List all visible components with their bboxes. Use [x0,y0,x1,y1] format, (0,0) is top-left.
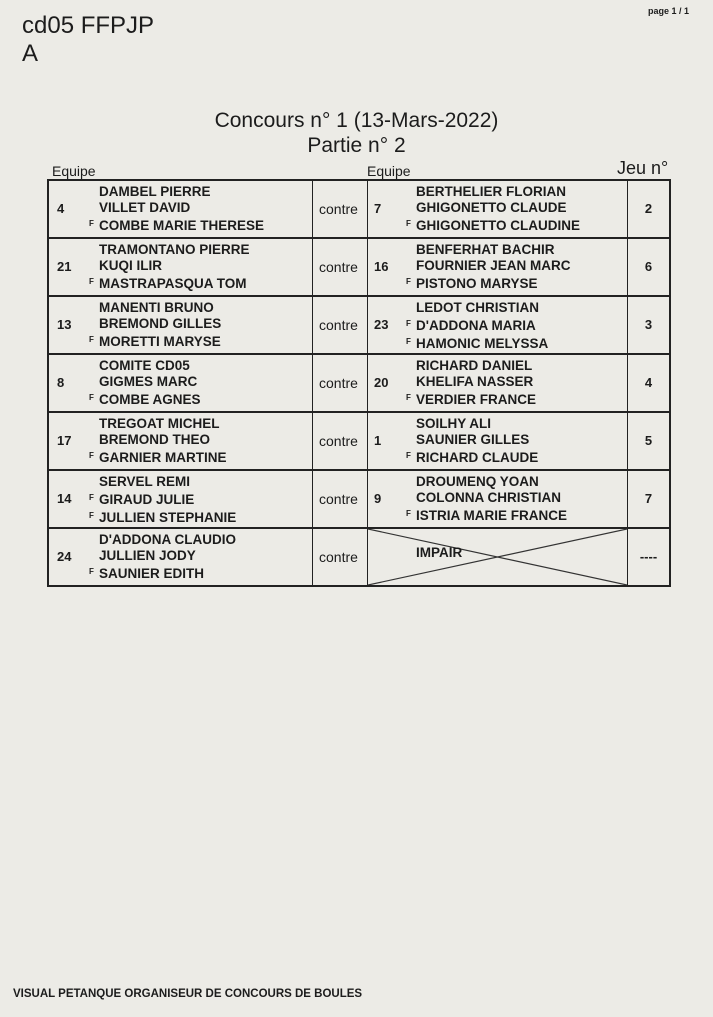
player-name: GIGMES MARC [99,374,198,389]
versus-label: contre [319,549,358,565]
player-entry [99,184,264,200]
team-number: 1 [374,433,382,448]
player-list [89,242,250,292]
game-number: 5 [644,433,653,448]
female-marker: F [406,319,411,328]
player-name: FOURNIER JEAN MARC [416,258,571,273]
player-entry [416,474,567,490]
player-entry [89,216,265,234]
female-marker: F [406,393,411,402]
player-entry [99,316,221,332]
player-entry [406,448,539,466]
player-name: VERDIER FRANCE [416,392,537,407]
player-entry [406,390,537,408]
team-number: 14 [57,491,72,506]
player-name: TREGOAT MICHEL [99,416,220,431]
player-list [406,416,539,466]
female-marker: F [406,451,411,460]
player-entry [416,490,567,506]
match-row [49,297,669,355]
player-entry [406,216,581,234]
player-entry [89,490,236,508]
player-name: PISTONO MARYSE [416,276,538,291]
team-number: 7 [374,201,382,216]
player-entry [89,274,250,292]
game-cell [628,413,669,469]
player-entry [99,300,221,316]
female-marker: F [406,337,411,346]
player-name: COMITE CD05 [99,358,190,373]
player-entry [99,242,250,258]
player-entry [416,432,538,448]
player-name: BREMOND THEO [99,432,210,447]
player-name: COMBE MARIE THERESE [99,218,265,233]
game-number: 2 [644,201,653,216]
game-number: 4 [644,375,653,390]
player-entry [99,432,227,448]
player-entry [99,200,264,216]
player-name: RICHARD CLAUDE [416,450,539,465]
player-name: SAUNIER GILLES [416,432,530,447]
player-name: SAUNIER EDITH [99,566,205,581]
versus-cell [313,413,368,469]
player-name: ISTRIA MARIE FRANCE [416,508,567,523]
versus-label: contre [319,317,358,333]
versus-cell [313,239,368,295]
player-entry [89,332,221,350]
player-entry [406,334,549,352]
player-list [406,242,571,292]
player-name: COMBE AGNES [99,392,201,407]
player-name: BENFERHAT BACHIR [416,242,555,257]
team2-column-header: Equipe [367,163,411,179]
game-column-header: Jeu n° [617,158,669,178]
player-entry [99,532,236,548]
team1-column-header: Equipe [52,163,96,179]
organizer-name: cd05 FFPJP [22,12,155,39]
versus-cell [313,181,368,237]
versus-label: contre [319,433,358,449]
team1-cell [49,181,313,237]
match-row [49,413,669,471]
match-row [49,239,669,297]
player-entry [89,508,237,526]
game-number: 6 [644,259,653,274]
player-name: COLONNA CHRISTIAN [416,490,561,505]
player-name: JULLIEN STEPHANIE [99,510,237,525]
round-line: Partie n° 2 [307,134,406,157]
player-entry [89,448,227,466]
player-list [406,300,549,352]
player-name: JULLIEN JODY [99,548,196,563]
player-name: D'ADDONA CLAUDIO [99,532,236,547]
team1-cell [49,355,313,411]
player-entry [416,416,538,432]
female-marker: F [89,493,94,502]
team-number: 8 [57,375,65,390]
team-number: 16 [374,259,389,274]
player-list [89,358,201,408]
player-entry [416,374,536,390]
organizer-sub: A [22,40,39,67]
player-name: SERVEL REMI [99,474,191,489]
team2-cell [368,471,628,527]
team-number: 13 [57,317,72,332]
female-marker: F [406,277,411,286]
player-entry [89,390,201,408]
team2-cell [368,355,628,411]
player-name: GIRAUD JULIE [99,492,195,507]
female-marker: F [89,219,94,228]
footer-text: VISUAL PETANQUE ORGANISEUR DE CONCOURS DE BOULES [13,988,363,1000]
bye-cross-lines [368,529,627,585]
player-entry [89,564,236,582]
game-number: 7 [644,491,653,506]
player-name: VILLET DAVID [99,200,191,215]
player-name: KHELIFA NASSER [416,374,534,389]
game-number: 3 [644,317,653,332]
player-entry [416,300,548,316]
versus-label: contre [319,375,358,391]
organizer-header [22,12,154,68]
bye-label: IMPAIR [416,545,463,560]
player-list [89,300,222,350]
player-name: TRAMONTANO PIERRE [99,242,250,257]
player-list [89,416,227,466]
player-name: MANENTI BRUNO [99,300,214,315]
player-entry [99,474,236,490]
match-row [49,181,669,239]
team-number: 24 [57,549,72,564]
draw-table [47,179,671,587]
team2-cell [368,239,628,295]
player-name: D'ADDONA MARIA [416,318,536,333]
player-name: SOILHY ALI [416,416,492,431]
team1-cell [49,471,313,527]
player-name: MORETTI MARYSE [99,334,221,349]
player-name: GARNIER MARTINE [99,450,227,465]
player-name: HAMONIC MELYSSA [416,336,549,351]
game-cell [628,297,669,353]
competition-title [0,108,713,158]
player-name: MASTRAPASQUA TOM [99,276,247,291]
player-name: GHIGONETTO CLAUDINE [416,218,581,233]
female-marker: F [89,277,94,286]
player-list [89,532,236,582]
player-name: DAMBEL PIERRE [99,184,211,199]
female-marker: F [89,451,94,460]
versus-cell [313,529,368,585]
player-entry [406,274,571,292]
versus-label: contre [319,259,358,275]
player-name: KUQI ILIR [99,258,162,273]
player-name: BERTHELIER FLORIAN [416,184,566,199]
player-entry [406,316,548,334]
player-entry [416,242,571,258]
player-entry [416,258,571,274]
versus-cell [313,355,368,411]
team-number: 21 [57,259,72,274]
competition-line: Concours n° 1 (13-Mars-2022) [214,109,499,132]
player-list [406,184,581,234]
team2-cell [368,181,628,237]
player-name: LEDOT CHRISTIAN [416,300,539,315]
team-number: 9 [374,491,382,506]
female-marker: F [89,511,94,520]
player-entry [99,548,236,564]
female-marker: F [89,393,94,402]
player-entry [406,506,567,524]
player-list [89,474,237,526]
game-cell [628,355,669,411]
player-name: BREMOND GILLES [99,316,222,331]
team2-cell [368,413,628,469]
player-entry [99,374,201,390]
team-number: 20 [374,375,389,390]
team-number: 17 [57,433,72,448]
match-row [49,471,669,529]
game-cell [628,529,669,585]
player-entry [416,200,580,216]
player-entry [416,184,580,200]
versus-cell [313,471,368,527]
player-entry [99,416,227,432]
player-name: RICHARD DANIEL [416,358,533,373]
team2-cell [368,297,628,353]
female-marker: F [89,335,94,344]
female-marker: F [89,567,94,576]
female-marker: F [406,509,411,518]
team1-cell [49,529,313,585]
player-name: GHIGONETTO CLAUDE [416,200,567,215]
player-name: DROUMENQ YOAN [416,474,539,489]
player-list [406,474,567,524]
player-entry [99,258,250,274]
player-list [89,184,265,234]
team1-cell [49,297,313,353]
team-number: 4 [57,201,65,216]
player-entry [99,358,201,374]
team-number: 23 [374,317,389,332]
versus-label: contre [319,491,358,507]
match-row [49,355,669,413]
match-row [49,529,669,587]
game-cell [628,239,669,295]
game-cell [628,181,669,237]
versus-label: contre [319,201,358,217]
team1-cell [49,239,313,295]
female-marker: F [406,219,411,228]
team1-cell [49,413,313,469]
player-list [406,358,537,408]
player-entry [416,358,536,374]
game-number: ---- [639,549,658,564]
versus-cell [313,297,368,353]
bye-cell [368,529,628,585]
page-number: page 1 / 1 [647,6,689,16]
game-cell [628,471,669,527]
